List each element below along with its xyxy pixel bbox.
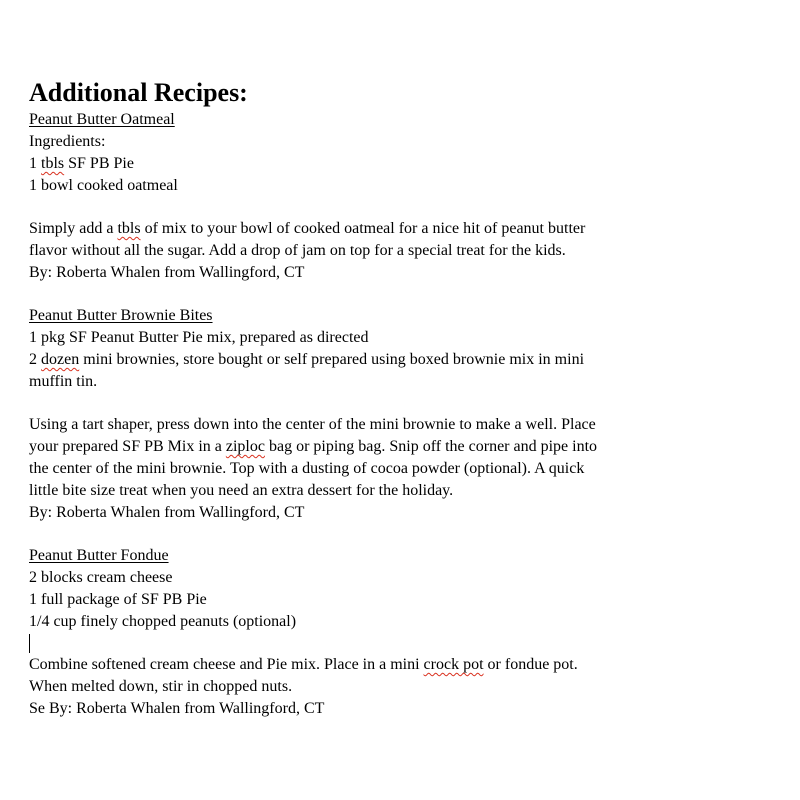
spellcheck-flagged-word[interactable]: ziploc — [225, 438, 265, 455]
recipe-peanut-butter-fondue — [29, 545, 769, 720]
instruction-line — [29, 240, 769, 262]
instruction-line — [29, 458, 769, 480]
text-run: 1/4 cup finely chopped peanuts (optional) — [29, 613, 297, 630]
text-run: little bite size treat when you need an extra dessert for the holiday. — [29, 482, 454, 499]
spellcheck-flagged-word[interactable]: dozen — [41, 351, 80, 368]
recipe-title: Peanut Butter Fondue — [29, 547, 169, 564]
text-run: 1 pkg SF Peanut Butter Pie mix, prepared as directed — [29, 329, 369, 346]
ingredient-line — [29, 567, 769, 589]
ingredient-line — [29, 589, 769, 611]
instruction-line — [29, 414, 769, 436]
text-cursor — [29, 634, 30, 653]
instruction-line — [29, 676, 769, 698]
document-heading: Additional Recipes: — [29, 78, 248, 107]
text-run: of mix to your bowl of cooked oatmeal for a nice hit of peanut butter — [140, 220, 586, 237]
document-page[interactable] — [29, 78, 769, 720]
text-run: flavor without all the sugar. Add a drop of jam on top for a special treat for the kids. — [29, 242, 566, 259]
recipe-peanut-butter-brownie-bites — [29, 305, 769, 524]
cursor-line[interactable] — [29, 633, 769, 654]
recipe-byline: Se By: Roberta Whalen from Wallingford, CT — [29, 700, 325, 717]
recipe-title: Peanut Butter Brownie Bites — [29, 307, 213, 324]
text-run: Simply add a — [29, 220, 118, 237]
ingredient-line — [29, 611, 769, 633]
text-run: mini brownies, store bought or self prepared using boxed brownie mix in mini — [79, 351, 585, 368]
recipe-byline: By: Roberta Whalen from Wallingford, CT — [29, 504, 305, 521]
text-run: SF PB Pie — [64, 155, 134, 172]
text-run: When melted down, stir in chopped nuts. — [29, 678, 293, 695]
text-run: muffin tin. — [29, 373, 98, 390]
blank-line — [29, 284, 769, 305]
text-run: Using a tart shaper, press down into the center of the mini brownie to make a well. Place — [29, 416, 596, 433]
spellcheck-flagged-word[interactable]: tbls — [117, 220, 141, 237]
blank-line — [29, 197, 769, 218]
spellcheck-flagged-word[interactable]: crock pot — [423, 656, 484, 673]
blank-line — [29, 524, 769, 545]
recipe-title: Peanut Butter Oatmeal — [29, 111, 175, 128]
recipe-byline: By: Roberta Whalen from Wallingford, CT — [29, 264, 305, 281]
text-run: bag or piping bag. Snip off the corner and pipe into — [264, 438, 598, 455]
ingredients-label: Ingredients: — [29, 133, 106, 150]
text-run: the center of the mini brownie. Top with a dusting of cocoa powder (optional). A quick — [29, 460, 585, 477]
recipe-title-line — [29, 545, 769, 567]
ingredient-line — [29, 327, 769, 349]
text-run: 1 full package of SF PB Pie — [29, 591, 207, 608]
ingredient-line — [29, 153, 769, 175]
ingredient-line — [29, 175, 769, 197]
recipe-title-line — [29, 305, 769, 327]
text-run: 1 — [29, 155, 41, 172]
ingredient-line — [29, 371, 769, 393]
blank-line — [29, 393, 769, 414]
recipe-title-line — [29, 109, 769, 131]
instruction-line — [29, 436, 769, 458]
text-run: 2 — [29, 351, 41, 368]
text-run: or fondue pot. — [483, 656, 578, 673]
text-run: your prepared SF PB Mix in a — [29, 438, 226, 455]
text-run: 1 bowl cooked oatmeal — [29, 177, 178, 194]
text-run: 2 blocks cream cheese — [29, 569, 173, 586]
ingredient-line — [29, 349, 769, 371]
spellcheck-flagged-word[interactable]: tbls — [41, 155, 65, 172]
instruction-line — [29, 218, 769, 240]
instruction-line — [29, 480, 769, 502]
text-run: Combine softened cream cheese and Pie mix. Place in a mini — [29, 656, 424, 673]
instruction-line — [29, 654, 769, 676]
recipe-peanut-butter-oatmeal — [29, 109, 769, 284]
